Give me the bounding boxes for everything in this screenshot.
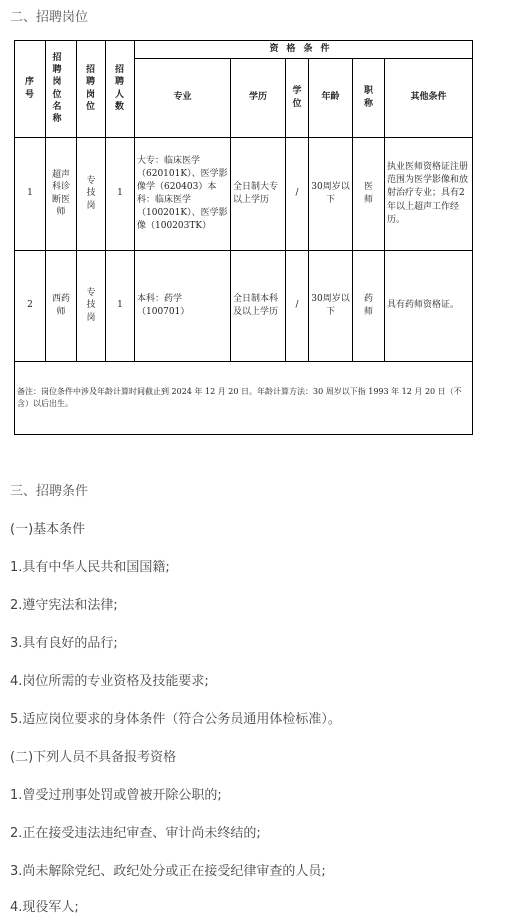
cell-post-type: 专技岗 [77, 251, 106, 362]
excluded-item: 4.现役军人; [10, 900, 79, 915]
cell-title: 药师 [353, 251, 385, 362]
section-title-posts: 二、招聘岗位 [10, 10, 89, 25]
header-index: 序号 [15, 41, 46, 138]
cell-major: 本科：药学（100701） [135, 251, 231, 362]
cell-index: 1 [15, 138, 46, 251]
cell-post-type: 专技岗 [77, 138, 106, 251]
basic-item: 5.适应岗位要求的身体条件（符合公务员通用体检标准）。 [10, 712, 341, 727]
cell-other: 执业医师资格证注册范围为医学影像和放射治疗专业；具有2年以上超声工作经历。 [385, 138, 473, 251]
header-post-name: 招聘岗位名称 [46, 41, 77, 138]
header-requirements: 资格条件 [135, 41, 473, 59]
cell-post-name: 西药师 [46, 251, 77, 362]
basic-item: 4.岗位所需的专业资格及技能要求; [10, 674, 209, 689]
cell-major: 大专：临床医学（620101K）、医学影像学（620403）本科：临床医学（100201K）、医学影像（100203TK） [135, 138, 231, 251]
header-post-type: 招聘岗位 [77, 41, 106, 138]
cell-title: 医师 [353, 138, 385, 251]
cell-count: 1 [106, 251, 135, 362]
cell-index: 2 [15, 251, 46, 362]
header-major: 专业 [135, 59, 231, 138]
header-age: 年龄 [309, 59, 353, 138]
header-education: 学历 [231, 59, 286, 138]
header-other: 其他条件 [385, 59, 473, 138]
cell-education: 全日制本科及以上学历 [231, 251, 286, 362]
basic-conditions-title: (一)基本条件 [10, 522, 86, 537]
cell-age: 30周岁以下 [309, 138, 353, 251]
cell-age: 30周岁以下 [309, 251, 353, 362]
table-row [15, 138, 473, 251]
header-degree: 学位 [286, 59, 309, 138]
header-count: 招聘人数 [106, 41, 135, 138]
basic-item: 2.遵守宪法和法律; [10, 598, 118, 613]
cell-count: 1 [106, 138, 135, 251]
table-row [15, 251, 473, 362]
cell-other: 具有药师资格证。 [385, 251, 473, 362]
excluded-item: 3.尚未解除党纪、政纪处分或正在接受纪律审查的人员; [10, 864, 326, 879]
excluded-item: 1.曾受过刑事处罚或曾被开除公职的; [10, 788, 222, 803]
cell-degree: / [286, 138, 309, 251]
header-title: 职称 [353, 59, 385, 138]
cell-degree: / [286, 251, 309, 362]
table-note: 备注：岗位条件中涉及年龄计算时间截止到 2024 年 12 月 20 日。年龄计算方法：30 周岁以下指 1993 年 12 月 20 日（不含）以后出生。 [15, 362, 473, 435]
cell-education: 全日制大专以上学历 [231, 138, 286, 251]
basic-item: 1.具有中华人民共和国国籍; [10, 560, 170, 575]
positions-table [14, 40, 473, 435]
cell-post-name: 超声科诊断医师 [46, 138, 77, 251]
excluded-title: (二)下列人员不具备报考资格 [10, 750, 177, 765]
section-title-conditions: 三、招聘条件 [10, 484, 89, 499]
basic-item: 3.具有良好的品行; [10, 636, 118, 651]
excluded-item: 2.正在接受违法违纪审查、审计尚未终结的; [10, 826, 261, 841]
